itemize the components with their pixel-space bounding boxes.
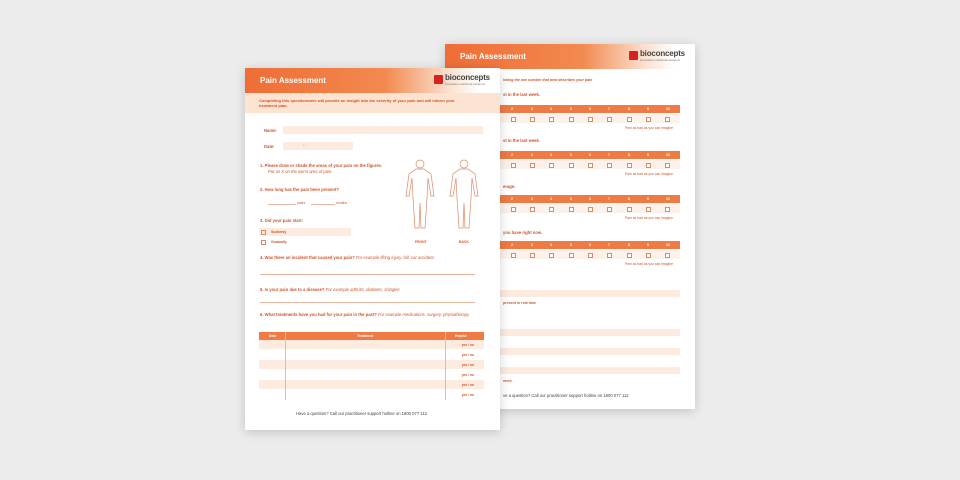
scale-num: 7 [608,197,610,201]
col-helpful: Helpful [455,334,467,338]
intro-banner [245,93,500,113]
body-back-figure-icon [450,160,478,228]
question-5 [260,287,490,292]
back-answer-line[interactable] [500,329,680,336]
scale-num: 4 [550,197,552,201]
back-extra-question: present in real time [503,301,536,305]
figure-front-label: FRONT [415,240,427,244]
back-instruction: icking the one number that best describes your pain [503,78,593,82]
back-question-4: you have right now. [503,230,543,235]
helpful-choice[interactable]: yes / no [461,383,474,387]
logo-mark-icon [629,51,638,60]
helpful-choice[interactable]: yes / no [461,373,474,377]
logo-name: bioconcepts [445,73,490,82]
name-label: Name: [264,128,277,133]
helpful-choice[interactable]: yes / no [461,363,474,367]
helpful-choice[interactable]: yes / no [461,343,474,347]
body-front-figure-icon [406,160,434,228]
scale-caption-3: Pain as bad as you can imagine [625,216,674,220]
scale-num: 9 [647,197,649,201]
scale-num: 10 [666,107,670,111]
question-5-note: For example arthritis, diabetes, shingles [325,287,400,292]
question-4-text: 4. Was there an incident that caused your pain? [260,255,355,260]
helpful-choice[interactable]: yes / no [461,353,474,357]
question-5-text: 5. Is your pain due to a disease? [260,287,325,292]
logo-mark-icon [434,75,443,84]
figure-back-label: BACK [459,240,469,244]
scale-num: 6 [589,153,591,157]
scale-num: 10 [666,243,670,247]
scale-num: 7 [608,153,610,157]
scale-num: 6 [589,243,591,247]
back-footer: ve a question? Call our practitioner support hotline on 1800 077 112 [503,393,629,398]
logo-tagline: innovative nutritional solutions [640,58,681,62]
scale-num: 4 [550,153,552,157]
back-question-3: erage. [503,184,516,189]
back-question-1: st in the last week. [503,92,541,97]
question-4 [260,255,490,260]
scale-num: 4 [550,107,552,111]
back-question-2: st in the last week. [503,138,541,143]
back-answer-line[interactable] [500,348,680,355]
logo-name: bioconcepts [640,49,685,58]
table-row[interactable] [259,390,484,399]
scale-num: 5 [570,243,572,247]
table-divider [285,332,286,400]
scale-num: 5 [570,153,572,157]
scale-num: 3 [531,243,533,247]
scale-num: 10 [666,153,670,157]
scale-num: 7 [608,243,610,247]
answer-line-4[interactable] [260,274,475,275]
gradually-checkbox[interactable] [261,240,266,245]
scale-num: 3 [531,153,533,157]
date-separators: / / [303,143,307,148]
table-row[interactable] [259,380,484,389]
scale-num: 2 [511,197,513,201]
back-answer-line[interactable] [500,367,680,374]
scale-num: 2 [511,153,513,157]
scale-num: 9 [647,107,649,111]
table-row[interactable] [259,370,484,379]
answer-line-5[interactable] [260,302,475,303]
table-divider [445,332,446,400]
date-label: Date: [264,144,275,149]
front-footer: Have a question? Call our practitioner support hotline on 1800 077 112 [296,411,427,416]
scale-num: 8 [628,107,630,111]
back-extra-note: ment. [503,379,513,383]
logo-tagline: innovative nutritional solutions [445,82,486,86]
scale-num: 5 [570,197,572,201]
question-1: 1. Please draw or shade the areas of your pain on the figures. [260,163,383,168]
question-2: 2. How long has the pain been present? [260,187,339,192]
scale-num: 3 [531,197,533,201]
question-6-note: For example medications, surgery, physiotherapy [377,312,470,317]
scale-caption-2: Pain as bad as you can imagine [625,172,674,176]
scale-num: 8 [628,153,630,157]
scale-num: 8 [628,243,630,247]
table-row[interactable] [259,350,484,359]
question-1-note: Put an X on the worst area of pain. [268,169,333,174]
years-line[interactable] [268,204,296,205]
front-header-bar [245,68,500,93]
front-logo [434,73,494,89]
intro-text: Completing this questionnaire will provide an insight into the severity of your pain and will inform your treatment plan. [259,98,455,108]
months-label: months [336,201,348,205]
col-date: Date [269,334,277,338]
back-title: Pain Assessment [460,52,526,61]
question-6 [260,312,475,317]
scale-num: 7 [608,107,610,111]
table-row[interactable] [259,340,484,349]
suddenly-checkbox[interactable] [261,230,266,235]
option-gradually: Gradually [271,240,287,244]
years-label: years [297,201,306,205]
scale-num: 10 [666,197,670,201]
scale-num: 5 [570,107,572,111]
scale-num: 8 [628,197,630,201]
scale-num: 6 [589,197,591,201]
scale-num: 6 [589,107,591,111]
name-field[interactable] [283,126,483,134]
table-row[interactable] [259,360,484,369]
body-figures[interactable] [403,158,485,238]
scale-num: 9 [647,243,649,247]
back-header-bar [445,44,695,69]
date-field[interactable] [283,142,353,150]
scale-num: 2 [511,243,513,247]
question-6-text: 6. What treatments have you had for your pain in the past? [260,312,377,317]
question-4-note: For example lifting injury, fall, car accident. [355,255,435,260]
scale-num: 2 [511,107,513,111]
treatments-table-header [259,332,484,340]
front-title: Pain Assessment [260,76,326,85]
scale-caption-1: Pain as bad as you can imagine [625,126,674,130]
helpful-choice[interactable]: yes / no [461,393,474,397]
question-3: 3. Did your pain start: [260,218,304,223]
months-line[interactable] [311,204,335,205]
front-page [245,68,500,430]
option-suddenly: Suddenly [271,230,287,234]
back-logo [629,49,689,65]
scale-num: 3 [531,107,533,111]
col-treatment: Treatment [357,334,374,338]
scale-num: 9 [647,153,649,157]
back-answer-field[interactable] [500,290,680,297]
scale-caption-4: Pain as bad as you can imagine [625,262,674,266]
scale-num: 4 [550,243,552,247]
